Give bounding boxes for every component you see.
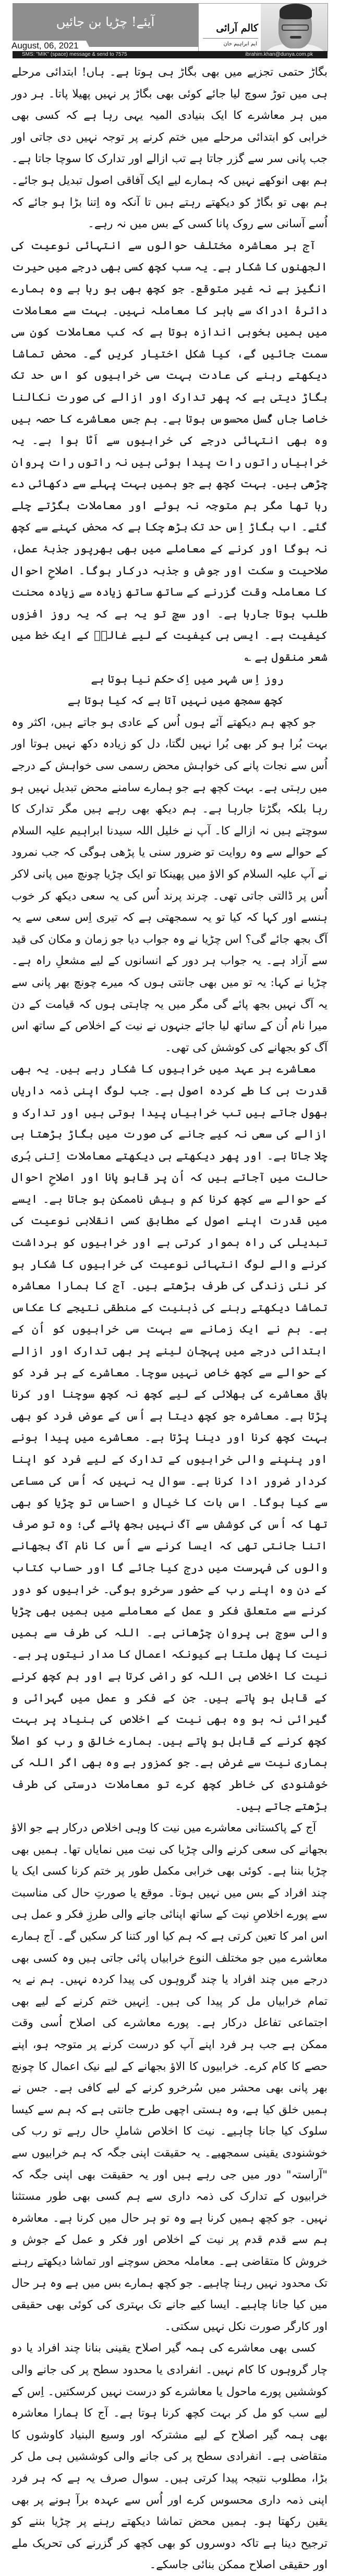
contact-bar bbox=[13, 51, 328, 58]
author-name: ایم ابراہیم خان bbox=[223, 41, 257, 47]
author-photo-hair bbox=[280, 4, 312, 19]
paragraph: کسی بھی معاشرے کی ہمہ گیر اصلاح یقینی بنانا چند افراد یا دو چار گروہوں کا کام نہیں۔ انفرادی یا محدود سطح پر کی جانے والی کوششیں پورے ماحول یا معاشرے کو درست نہیں کرسکتیں۔ اِس کے لیے سب کو مل کر بہت کچھ کرنا ہوتا ہے۔ آج کا ہمارا معاشرہ بھی ہمہ گیر اصلاح کے لیے مشترکہ اور وسیع البنیاد کاوشوں کا متقاضی ہے۔ انفرادی سطح پر کی جانے والی کوششیں ہی مل کر بڑا، مطلوب نتیجہ پیدا کرتی ہیں۔ سوال صرف یہ ہے کہ ہر فرد اپنی ذمہ داری محسوس کرے اور اُس سے عہدہ برآ ہونے پر بھی یقین رکھتا ہو۔ ہمیں محض تماشا دیکھتے رہنے پر چڑیا بننے کو ترجیح دینا ہے تاکہ دوسروں کو بھی کچھ کر گزرنے کی تحریک ملے اور حقیقی اصلاح ممکن بنائی جاسکے۔ bbox=[11, 2341, 328, 2572]
verse-line: روز اِس شہر میں اِک حکم نیا ہوتا ہے bbox=[91, 672, 284, 686]
sms-info: SMS: "MIK" (space) message & send to 7575 bbox=[22, 52, 127, 57]
divider bbox=[203, 38, 258, 39]
paragraph: معاشرے ہر عہد میں خرابیوں کا شکار رہے ہیں۔ یہ بھی قدرت ہی کا طے کردہ اصول ہے۔ جب لوگ اپنی ذمہ داریاں بھول جاتے ہیں تب خرابیاں پیدا ہوتی ہیں اور تدارک و ازالے کی سعی نہ کیے جانے کی صورت میں بگاڑ بڑھتا ہی چلا جاتا ہے۔ اور پھر دیکھتے ہی دیکھتے معاملات اِتنی بُری حالت میں آجاتے ہیں کہ اُن پر قابو پانا اور اصلاحِ احوال کے حوالے سے کچھ کرنا کم و بیش ناممکن ہو جاتا ہے۔ ایسے میں قدرت اپنے اصول کے مطابق کسی انقلابی نوعیت کی تبدیلی کی راہ ہموار کرتی ہے اور خرابیوں کو برداشت کرنے والے لوگ انتہائی نوعیت کی خرابیوں کا شکار ہو کر نئی زندگی کی طرف بڑھتے ہیں۔ آج کا ہمارا معاشرہ تماشا دیکھتے رہنے کی ذہنیت کے منطقی نتیجے کا عکاس ہے۔ ہم نے ایک زمانے سے بہت سی خرابیوں کو اُن کے ابتدائی درجے میں پہچان لینے پر بھی تدارک اور ازالے کے حوالے سے کچھ خاص نہیں سوچا۔ معاشرے کے ہر فرد کو باقی معاشرے کی بھلائی کے لیے کچھ نہ کچھ سوچنا اور کرنا پڑتا ہے۔ معاشرہ جو کچھ دیتا ہے اُس کے عوض فرد کو بھی بہت کچھ کرنا اور دینا پڑتا ہے۔ معاشرے میں پیدا ہونے اور پنپنے والی خرابیوں کے تدارک کے لیے فرد کو اپنا کردار ضرور ادا کرنا ہے۔ سوال یہ نہیں کہ اُس کی مساعی سے کیا ہوگا۔ اس بات کا خیال و احساس تو چڑیا کو بھی تھا کہ اُس کی کوشش سے آگ نہیں بجھ پائے گی؛ وہ تو صرف اتنا جانتی تھی کہ ایسا کرنے سے اُس کا نام آگ بجھانے والوں کی فہرست میں درج کیا جائے گا اور حساب کتاب کے دن وہ اپنے رب کے حضور سرخرو ہوگی۔ خرابیوں کو دور کرنے سے متعلق فکر و عمل کے معاملے میں ہمیں بھی چڑیا والی سوچ ہی پروان چڑھانی ہے۔ اللہ کی طرف سے ہمیں نیت کا پھل ملتا ہے کیونکہ اعمال کا مدار نیتوں پر ہے۔ نیت کا اخلاص ہی اللہ کو راضی کرتا ہے اور ہم کچھ کرنے کے قابل ہو پاتے ہیں۔ جن کے فکر و عمل میں گہرائی و گیرائی نہ ہو وہ بھی نیت کے اخلاص کی بنیاد پر بہت کچھ کرنے کے قابل ہو پاتے ہیں۔ ہمارے خالق و رب کو اصلاً ہماری نیت سے غرض ہے۔ جو کمزور ہے وہ بھی اگر اللہ کی خوشنودی کی خاطر کچھ کرے تو معاملات درستی کی طرف بڑھتے جاتے ہیں۔ bbox=[11, 1063, 328, 1813]
column-name: کالم آرائی bbox=[216, 22, 258, 34]
author-photo-glasses bbox=[282, 24, 309, 31]
author-email[interactable]: ibrahim.khan@dunya.com.pk bbox=[245, 52, 313, 57]
article-body bbox=[11, 61, 328, 2576]
paragraph: بگاڑ حتمی تجزیے میں بھی بگاڑ ہی ہوتا ہے۔ ہاں! ابتدائی مرحلے ہی میں توڑ سوچ لیا جائے کوئی بھی بگاڑ پر نہیں پھیلا پاتا۔ ہر دور میں ہر معاشرے کا ایک بنیادی المیہ یہی رہا ہے کہ کسی بھی خرابی کو ابتدائی مرحلے میں ختم کرنے پر توجہ نہیں دی جاتی اور جب پانی سر سے گزر جاتا ہے تب ازالے اور تدارک کا سوچا جاتا ہے۔ ہم بھی انوکھے نہیں کہ ہمارے لیے ایک آفاقی اصول تبدیل ہو جائے۔ ہم بھی تو بگاڑ کو دیکھتے رہتے ہیں تا آنکہ وہ اِتنا بڑا ہو جائے کہ اُسے آسانی سے روک پانا کسی کے بس میں نہ رہے۔ bbox=[11, 66, 328, 231]
publish-date: August, 06, 2021 bbox=[9, 41, 86, 51]
paragraph: آج ہر معاشرہ مختلف حوالوں سے انتہائی نوعیت کی الجھنوں کا شکار ہے۔ یہ سب کچھ کسی بھی درجے میں حیرت انگیز ہے نہ غیر متوقع۔ جو کچھ بھی ہو رہا ہے وہ ہمارے دائرۂ ادراک سے باہر کا معاملہ نہیں۔ بہت سے معاملات میں ہمیں بخوبی اندازہ ہوتا ہے کہ کب معاملات کون سی سمت جائیں گے، کیا شکل اختیار کریں گے۔ محض تماشا دیکھتے رہنے کی عادت بہت سی خرابیوں کو اس حد تک بگاڑ دیتی ہے کہ پھر تدارک اور ازالے کی صورت نکالنا خاصا جاں گُسل محسوس ہوتا ہے۔ ہم جس معاشرے کا حصہ ہیں وہ بھی انتہائی درجے کی خرابیوں سے اَٹا ہوا ہے۔ یہ خرابیاں راتوں رات پیدا ہوئی ہیں نہ راتوں رات پروان چڑھی ہیں۔ بہت کچھ ہے جو ہمیں بہت پہلے سے دکھائی دے رہا تھا مگر ہم متوجہ نہ ہوئے اور معاملات بگڑتے چلے گئے۔ اب بگاڑ اِس حد تک بڑھ چکا ہے کہ محض کہنے سے کچھ نہ ہوگا اور کرنے کے معاملے میں بھی بھرپور جذبۂ عمل، صلاحیت و سکت اور جوش و جذبہ درکار ہوگا۔ اصلاحِ احوال کا معاملہ وقت گزرنے کے ساتھ ساتھ زیادہ سے زیادہ محنت طلب ہوتا جارہا ہے۔ اور سچ تو یہ ہے کہ یہ روز افزوں کیفیت ہے۔ ایسی ہی کیفیت کے لیے غالبؔ کے ایک خط میں شعر منقول ہے ؎ bbox=[11, 239, 328, 664]
column-header bbox=[0, 0, 339, 58]
verse-line: کچھ سمجھ میں نہیں آتا ہے کہ کیا ہوتا ہے bbox=[67, 694, 284, 708]
author-photo bbox=[261, 3, 328, 52]
author-photo-mustache bbox=[290, 36, 301, 39]
column-brand bbox=[198, 3, 261, 52]
article-title: آیئے! چڑیا بن جائیں bbox=[56, 15, 155, 29]
paragraph: جو کچھ ہم دیکھتے آئے ہوں اُس کے عادی ہو جاتے ہیں، اکثر وہ بہت بُرا ہو کر بھی بُرا نہیں لگتا، دل کو زیادہ دکھ نہیں ہوتا اور اُس سے نجات پانے کی خواہش محض رسمی سی خواہش کے درجے میں رہتی ہے۔ بہت کچھ ہے جو ہمارے سامنے محض تبدیل نہیں ہو رہا بلکہ بگڑتا جارہا ہے۔ ہم دیکھ بھی رہے ہیں مگر تدارک کا سوچتے ہیں نہ ازالے کا۔ آپ نے خلیل اللہ سیدنا ابراہیم علیہ السلام کے حوالے سے وہ روایت تو ضرور سنی یا پڑھی ہوگی کہ جب نمرود نے آپ علیہ السلام کو الاؤ میں پھینکا تو ایک چڑیا چونچ میں پانی لاکر اُس پر ڈالتی جاتی تھی۔ چرند پرند اُس کی یہ سعی دیکھ کر خوب ہنسے اور کہا کہ کیا تو یہ سمجھتی ہے کہ تیری اِس سعی سے یہ آگ بجھ جائے گی؟ اس چڑیا نے وہ جواب دیا جو زمان و مکان کی قید سے آزاد ہے۔ یہ جواب ہر دور کے انسانوں کے لیے مشعلِ راہ ہے۔ چڑیا نے کہا: یہ تو میں بھی جانتی ہوں کہ میرے چونچ بھر پانی سے یہ آگ نہیں بجھ پائے گی مگر میں یہ چاہتی ہوں کہ قیامت کے دن میرا نام اُن کے ساتھ لیا جائے جنہوں نے نیت کے اخلاص کے ساتھ اس آگ کو بجھانے کی کوشش کی تھی۔ bbox=[11, 716, 328, 1054]
paragraph: آج کے پاکستانی معاشرے میں نیت کا وہی اخلاص درکار ہے جو الاؤ بجھانے کی سعی کرنے والی چڑیا کی نیت میں نمایاں تھا۔ ہمیں بھی چڑیا بننا ہے۔ کوئی بھی خرابی مکمل طور پر ختم کرنا کسی ایک یا چند افراد کے بس میں نہیں ہوتا۔ موقع یا صورتِ حال کی مناسبت سے پورے اخلاصِ نیت کے ساتھ اپنائی جانے والی طرزِ فکر و عمل ہی اس امر کا تعین کرتی ہے کہ ہم کیا اور کتنا کر سکیں گے۔ آج ہمارے معاشرے میں جو مختلف النوع خرابیاں پائی جاتی ہیں وہ کسی بھی درجے میں چند افراد یا چند گروہوں کی پیدا کردہ نہیں۔ ہم نے یہ تمام خرابیاں مل کر پیدا کی ہیں۔ اِنہیں ختم کرنے کے لیے بھی اجتماعی تفاعل درکار ہے۔ پورے معاشرے کی اصلاح اُسی وقت ممکن ہے جب ہر فرد اپنے آپ کو درست کرنے پر متوجہ ہو، اپنے حصے کا کام کرے۔ خرابیوں کا الاؤ بجھانے کے لیے نیک اعمال کا چونچ بھر پانی بھی محشر میں سُرخرو کرنے کے لیے کافی ہے۔ جس نے ہمیں خلق کیا ہے، وہ ہستی اچھی طرح جانتی ہے کہ ہم سے کیسا سلوک کیا جانا چاہیے۔ نیت کا اخلاص شاملِ حال رہے تو رب کی خوشنودی یقینی سمجھیے۔ یہ حقیقت اپنی جگہ کہ ہم خرابیوں سے "آراستہ" دور میں جی رہے ہیں اور یہ حقیقت بھی اپنی جگہ کہ خرابیوں کے تدارک کی ذمہ داری سے ہم کسی بھی طور مستثنا نہیں۔ جو کچھ ہمیں کرنا ہے وہ تو ہر حال میں کرنا ہے۔ معاشرہ ہم سے قدم قدم پر نیت کے اخلاص اور فکر و عمل کے جوش و خروش کا متقاضی ہے۔ معاملہ محض سوچنے اور تماشا دیکھتے رہنے تک محدود نہیں رہنا چاہیے۔ جو کچھ ہمارے بس میں ہے وہ ہر حال میں کیا جانا چاہیے۔ ایسا کیے جانے تک بہتری کی کوئی بھی حقیقی اور کارگر صورت نکل نہیں سکتی۔ bbox=[11, 1821, 328, 2333]
